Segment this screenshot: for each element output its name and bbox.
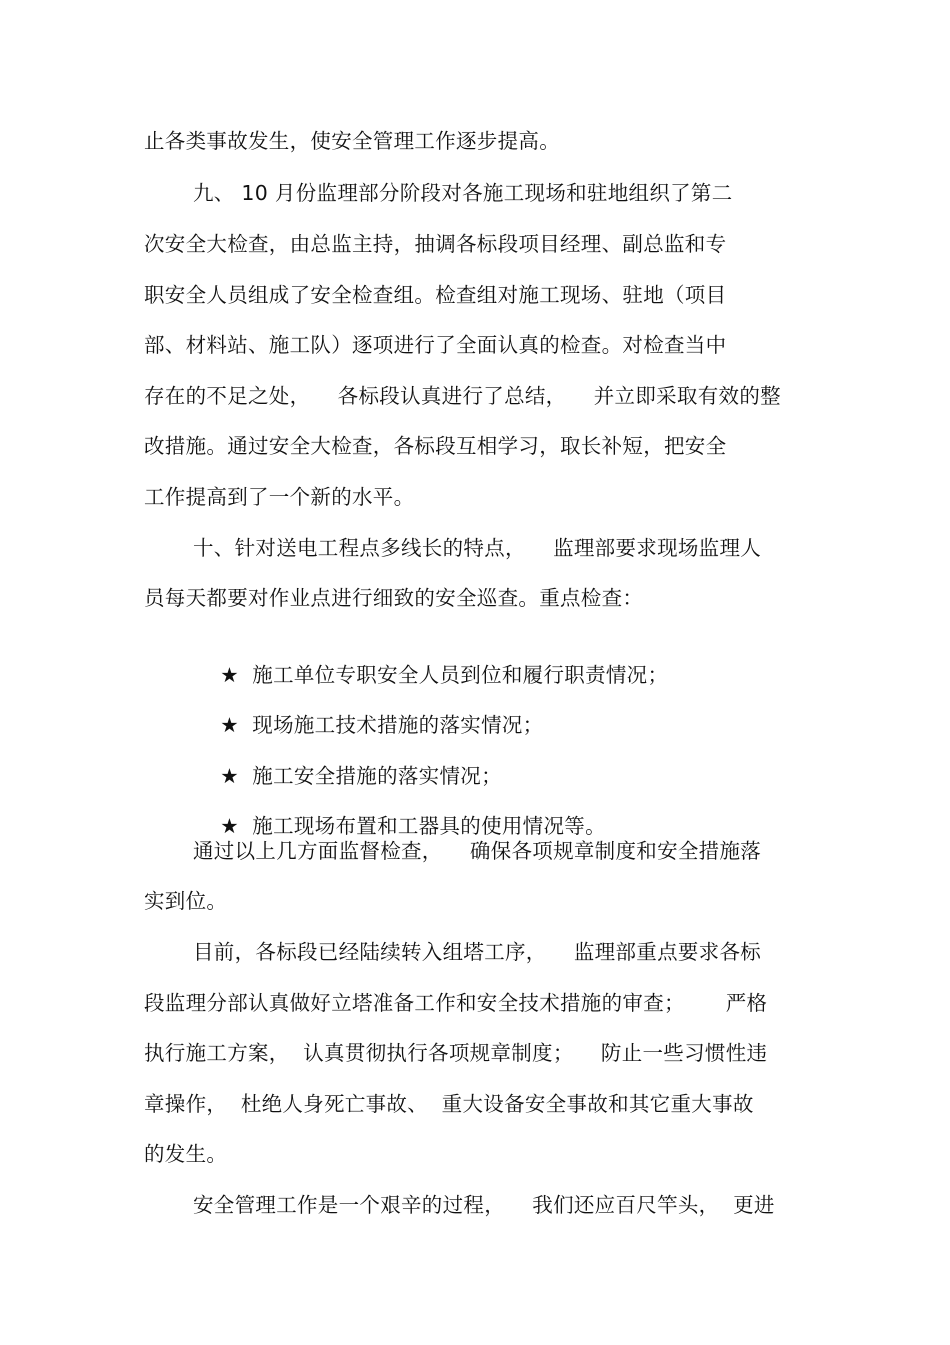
text-line: 部、材料站、施工队）逐项进行了全面认真的检查。对检查当中 <box>144 333 727 357</box>
bullet-text: 施工单位专职安全人员到位和履行职责情况； <box>252 663 669 687</box>
star-icon: ★ <box>220 663 239 687</box>
text-line: 工作提高到了一个新的水平。 <box>144 485 415 509</box>
text-line: 实到位。 <box>144 889 228 913</box>
bullet-text: 现场施工技术措施的落实情况； <box>252 713 544 737</box>
bullet-text: 施工现场布置和工器具的使用情况等。 <box>252 814 606 838</box>
paragraph-nine-start: 九、 10 月份监理部分阶段对各施工现场和驻地组织了第二 <box>193 181 733 205</box>
bullet-text: 施工安全措施的落实情况； <box>252 764 502 788</box>
star-icon: ★ <box>220 814 239 838</box>
text-line: 次安全大检查，由总监主持，抽调各标段项目经理、副总监和专 <box>144 232 727 256</box>
text-line: 执行施工方案， 认真贯彻执行各项规章制度； 防止一些习惯性违 <box>144 1041 768 1065</box>
paragraph-ten-start: 十、针对送电工程点多线长的特点， 监理部要求现场监理人 <box>193 536 762 560</box>
text-line: 职安全人员组成了安全检查组。检查组对施工现场、驻地（项目 <box>144 283 727 307</box>
star-icon: ★ <box>220 713 239 737</box>
paragraph-start: 安全管理工作是一个艰辛的过程， 我们还应百尺竿头， 更进 <box>193 1193 775 1217</box>
text-line: 改措施。通过安全大检查，各标段互相学习，取长补短，把安全 <box>144 434 727 458</box>
text-line: 员每天都要对作业点进行细致的安全巡查。重点检查： <box>144 586 644 610</box>
text-line: 章操作， 杜绝人身死亡事故、 重大设备安全事故和其它重大事故 <box>144 1092 754 1116</box>
star-icon: ★ <box>220 764 239 788</box>
text-line: 段监理分部认真做好立塔准备工作和安全技术措施的审查； 严格 <box>144 991 768 1015</box>
text-line: 存在的不足之处， 各标段认真进行了总结， 并立即采取有效的整 <box>144 384 781 408</box>
paragraph-start: 目前，各标段已经陆续转入组塔工序， 监理部重点要求各标 <box>193 940 762 964</box>
text-line: 的发生。 <box>144 1142 228 1166</box>
paragraph-start: 通过以上几方面监督检查， 确保各项规章制度和安全措施落 <box>193 839 762 863</box>
text-line: 止各类事故发生，使安全管理工作逐步提高。 <box>144 129 560 153</box>
